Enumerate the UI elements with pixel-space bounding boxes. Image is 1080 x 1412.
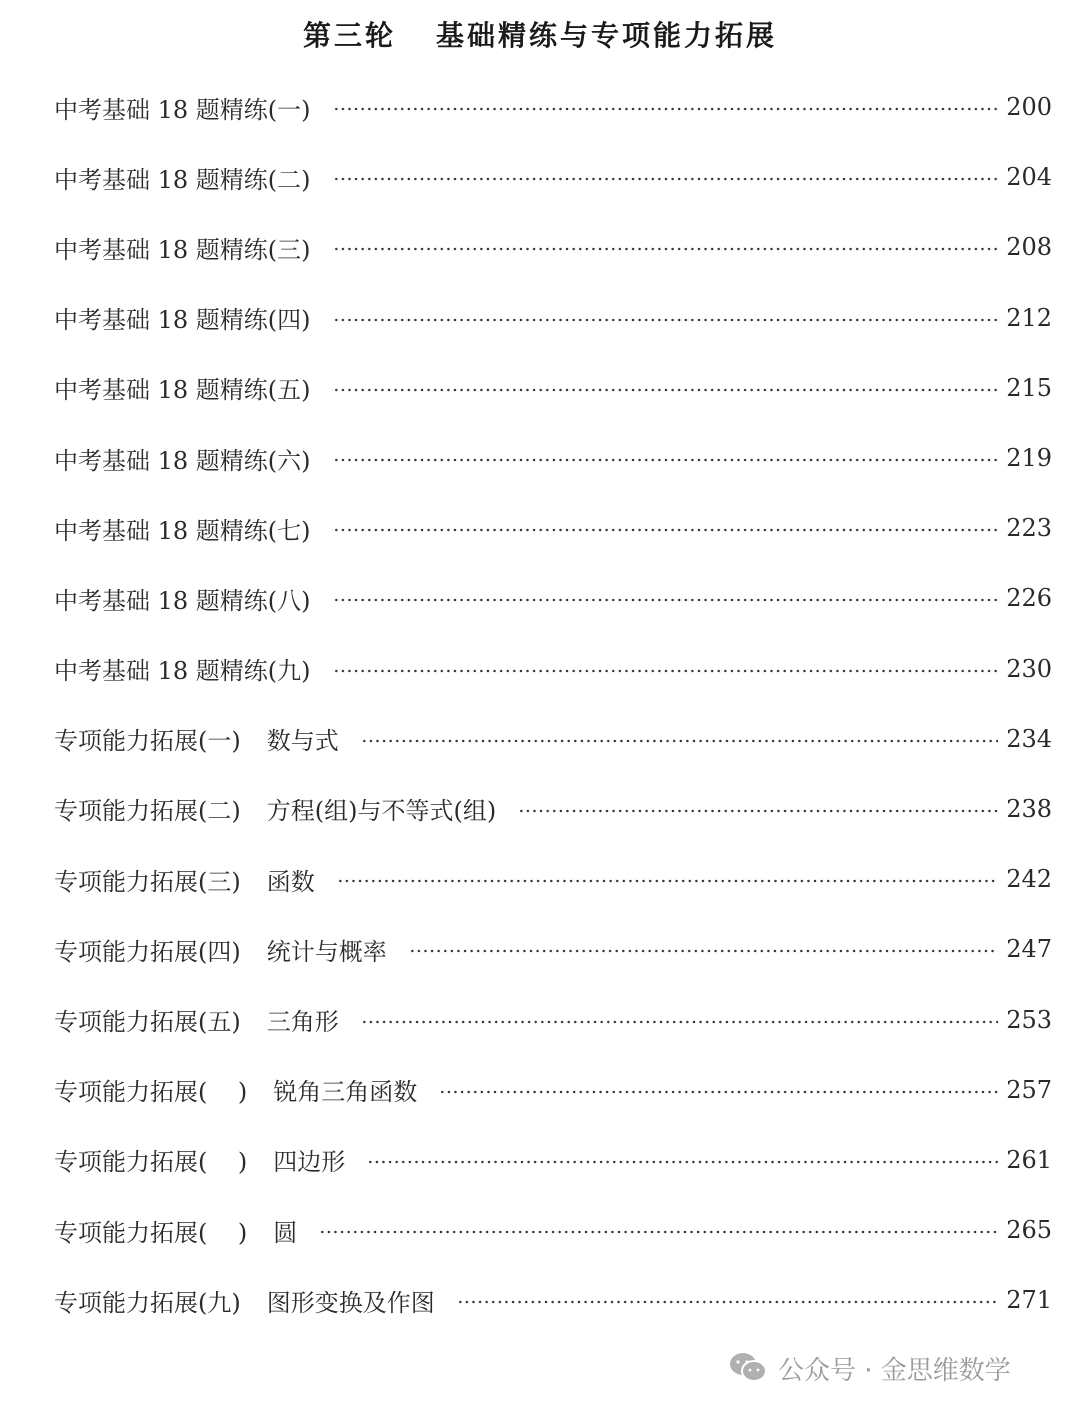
dot-leader: [333, 177, 999, 181]
toc-entry-page: 215: [1006, 373, 1052, 402]
toc-entry-topic: 三角形: [266, 1008, 339, 1037]
toc-entry[interactable]: [54, 1055, 1052, 1125]
toc-entry-page: 223: [1006, 514, 1052, 543]
dot-leader: [367, 1160, 998, 1164]
toc-entry-label: 中考基础 18 题精练(七): [54, 516, 311, 545]
toc-entry[interactable]: [54, 704, 1052, 774]
toc-entry-topic: 方程(组)与不等式(组): [266, 797, 497, 826]
toc-entry[interactable]: [54, 353, 1052, 423]
toc-entry-page: 242: [1006, 865, 1052, 894]
toc-entry-label: 专项能力拓展(三): [54, 867, 241, 896]
toc-entry-label: 专项能力拓展(九): [54, 1288, 241, 1317]
dot-leader: [439, 1090, 998, 1094]
toc-entry-page: 257: [1006, 1075, 1052, 1104]
watermark-text: 公众号 · 金思维数学: [778, 1355, 1011, 1386]
toc-entry-label: 中考基础 18 题精练(一): [54, 95, 311, 124]
toc-entry-topic: 锐角三角函数: [273, 1078, 418, 1107]
dot-leader: [319, 1230, 998, 1234]
toc-entry-label: 专项能力拓展(五): [54, 1008, 241, 1037]
table-of-contents: [54, 72, 1052, 1335]
toc-entry-page: 230: [1006, 654, 1052, 683]
toc-entry[interactable]: [54, 423, 1052, 493]
toc-entry-page: 247: [1006, 935, 1052, 964]
toc-entry-label: 中考基础 18 题精练(三): [54, 235, 311, 264]
dot-leader: [333, 318, 999, 322]
toc-entry[interactable]: [54, 914, 1052, 984]
toc-entry-page: 212: [1006, 303, 1052, 332]
dot-leader: [333, 247, 999, 251]
toc-entry-page: 219: [1006, 444, 1052, 473]
toc-entry[interactable]: [54, 493, 1052, 563]
toc-entry-page: 226: [1006, 584, 1052, 613]
toc-entry-topic: 图形变换及作图: [266, 1288, 435, 1317]
dot-leader: [333, 107, 999, 111]
toc-entry[interactable]: [54, 212, 1052, 282]
toc-entry[interactable]: [54, 142, 1052, 212]
toc-entry[interactable]: [54, 1265, 1052, 1335]
toc-entry-page: 200: [1006, 93, 1052, 122]
toc-entry[interactable]: [54, 774, 1052, 844]
dot-leader: [457, 1300, 998, 1304]
toc-entry-page: 238: [1006, 794, 1052, 823]
toc-entry-page: 234: [1006, 724, 1052, 753]
part-label: 第三轮: [302, 19, 396, 52]
toc-entry-page: 253: [1006, 1005, 1052, 1034]
toc-entry[interactable]: [54, 844, 1052, 914]
toc-entry-label: 专项能力拓展( ): [54, 1078, 248, 1107]
toc-entry-page: 265: [1006, 1216, 1052, 1245]
toc-entry[interactable]: [54, 984, 1052, 1054]
section-title: 基础精练与专项能力拓展: [436, 19, 778, 52]
toc-entry-label: 中考基础 18 题精练(六): [54, 446, 311, 475]
toc-entry-topic: 函数: [266, 867, 315, 896]
toc-entry[interactable]: [54, 1195, 1052, 1265]
dot-leader: [333, 458, 999, 462]
toc-entry-label: 中考基础 18 题精练(九): [54, 657, 311, 686]
toc-entry-topic: 统计与概率: [266, 937, 387, 966]
toc-entry-topic: 数与式: [266, 727, 339, 756]
toc-entry-topic: 四边形: [273, 1148, 346, 1177]
toc-entry[interactable]: [54, 563, 1052, 633]
toc-entry[interactable]: [54, 634, 1052, 704]
toc-entry-label: 中考基础 18 题精练(八): [54, 586, 311, 615]
toc-entry-label: 专项能力拓展( ): [54, 1218, 248, 1247]
toc-entry-page: 261: [1006, 1145, 1052, 1174]
dot-leader: [333, 598, 999, 602]
toc-entry-topic: 圆: [273, 1218, 298, 1247]
watermark: [728, 1348, 1011, 1388]
dot-leader: [333, 528, 999, 532]
toc-entry-page: 208: [1006, 233, 1052, 262]
dot-leader: [361, 1020, 998, 1024]
toc-entry-label: 中考基础 18 题精练(四): [54, 306, 311, 335]
toc-entry[interactable]: [54, 283, 1052, 353]
toc-entry-label: 专项能力拓展( ): [54, 1148, 248, 1177]
toc-entry-label: 专项能力拓展(四): [54, 937, 241, 966]
dot-leader: [333, 388, 999, 392]
toc-entry-page: 271: [1006, 1286, 1052, 1315]
dot-leader: [361, 739, 998, 743]
toc-entry-label: 中考基础 18 题精练(二): [54, 165, 311, 194]
dot-leader: [518, 809, 998, 813]
toc-entry-label: 专项能力拓展(一): [54, 727, 241, 756]
dot-leader: [337, 879, 998, 883]
toc-entry-label: 专项能力拓展(二): [54, 797, 241, 826]
toc-entry-label: 中考基础 18 题精练(五): [54, 376, 311, 405]
page-title: [0, 14, 1080, 54]
toc-entry-page: 204: [1006, 163, 1052, 192]
wechat-icon: [728, 1351, 768, 1385]
dot-leader: [333, 669, 999, 673]
toc-entry[interactable]: [54, 72, 1052, 142]
dot-leader: [409, 949, 998, 953]
toc-entry[interactable]: [54, 1125, 1052, 1195]
